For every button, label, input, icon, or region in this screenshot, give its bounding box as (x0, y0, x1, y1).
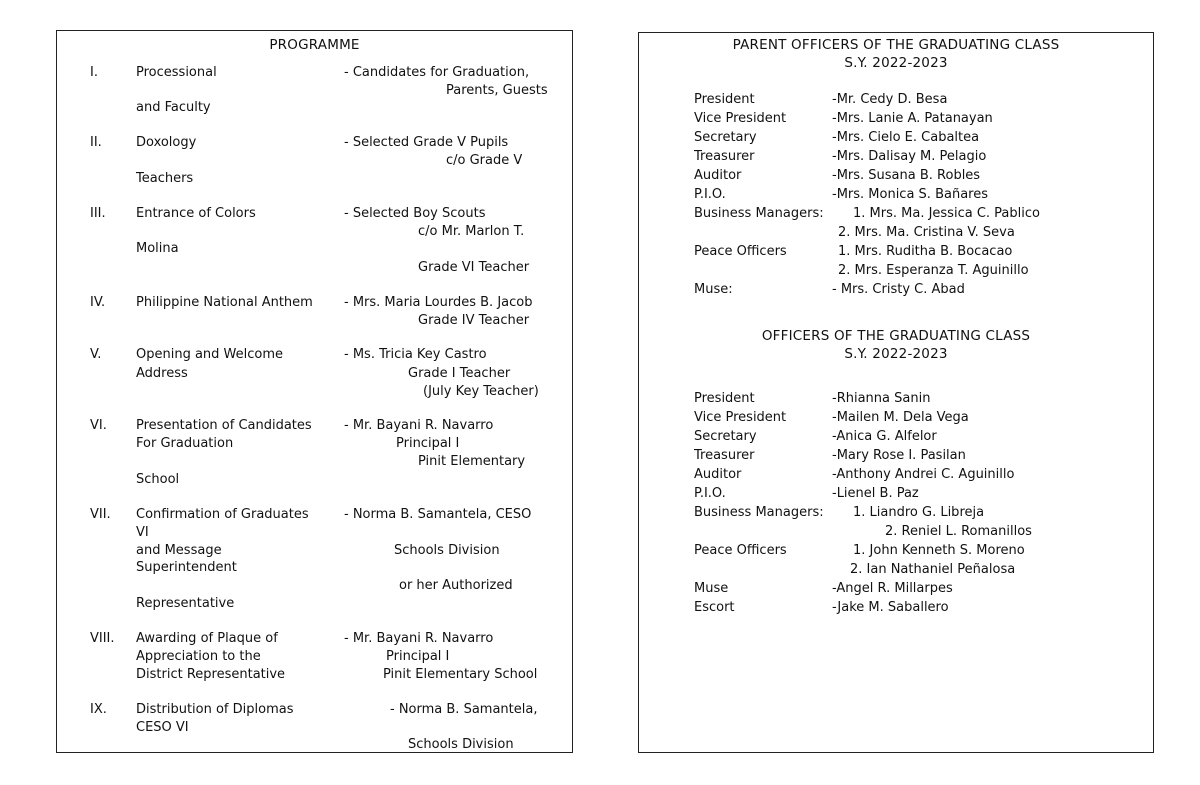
officer-name: 2. Reniel L. Romanillos (885, 524, 1032, 539)
officer-name: 1. Mrs. Ruditha B. Bocacao (838, 244, 1013, 259)
parent-officers-title: PARENT OFFICERS OF THE GRADUATING CLASS (732, 37, 1060, 53)
item-part: VI (136, 525, 149, 540)
officer-role: Treasurer (694, 448, 755, 463)
officer-name: 1. John Kenneth S. Moreno (853, 543, 1025, 558)
item-performer: Schools Division (408, 737, 514, 752)
item-part: Appreciation to the (136, 649, 261, 664)
item-performer: - Ms. Tricia Key Castro (344, 347, 487, 362)
officer-role: Secretary (694, 130, 757, 145)
parent-officers-year: S.Y. 2022-2023 (844, 55, 948, 71)
item-part: Awarding of Plaque of (136, 631, 278, 646)
item-number: V. (90, 347, 102, 362)
item-performer: Grade IV Teacher (418, 313, 530, 328)
officer-role: Business Managers: (694, 505, 824, 520)
officer-name: -Angel R. Millarpes (832, 581, 953, 596)
class-officers-title: OFFICERS OF THE GRADUATING CLASS (761, 328, 1031, 344)
item-part: Opening and Welcome (136, 347, 284, 362)
item-number: II. (90, 135, 102, 150)
item-number: VIII. (90, 631, 115, 646)
officer-role: Vice President (694, 410, 787, 425)
programme-page (56, 30, 573, 753)
item-part: District Representative (136, 667, 286, 682)
item-performer: - Norma B. Samantela, (390, 702, 538, 717)
officer-name: 1. Liandro G. Libreja (853, 505, 985, 520)
item-part: Teachers (136, 171, 194, 186)
item-part: Molina (136, 241, 179, 256)
item-performer: Principal I (396, 436, 460, 451)
officer-name: -Mrs. Dalisay M. Pelagio (832, 149, 987, 164)
item-performer: c/o Mr. Marlon T. (418, 224, 525, 239)
item-performer: (July Key Teacher) (423, 384, 539, 399)
item-performer: Grade I Teacher (408, 366, 511, 381)
item-number: I. (90, 65, 98, 80)
item-part: Confirmation of Graduates (136, 507, 309, 522)
item-performer: - Candidates for Graduation, (344, 65, 530, 80)
class-officers-year: S.Y. 2022-2023 (844, 346, 948, 362)
item-number: IV. (90, 295, 106, 310)
officer-name: 1. Mrs. Ma. Jessica C. Pablico (853, 206, 1040, 221)
officer-name: -Anthony Andrei C. Aguinillo (832, 467, 1015, 482)
item-performer: Schools Division (394, 543, 500, 558)
officer-role: Secretary (694, 429, 757, 444)
officer-role: Business Managers: (694, 206, 824, 221)
item-performer: or her Authorized (399, 578, 513, 593)
officers-page (638, 32, 1154, 753)
item-performer: - Selected Grade V Pupils (344, 135, 509, 150)
item-part: and Message (136, 543, 222, 558)
item-part: School (136, 472, 180, 487)
item-part: Processional (136, 65, 217, 80)
officer-name: - Mrs. Cristy C. Abad (832, 282, 965, 297)
officer-name: -Jake M. Saballero (832, 600, 949, 615)
item-performer: Grade VI Teacher (418, 260, 530, 275)
item-performer: Principal I (386, 649, 450, 664)
officer-role: Auditor (694, 168, 742, 183)
officer-name: -Mrs. Lanie A. Patanayan (832, 111, 993, 126)
item-performer: - Selected Boy Scouts (344, 206, 486, 221)
item-part: CESO VI (136, 720, 189, 735)
item-number: IX. (90, 702, 107, 717)
item-part: Philippine National Anthem (136, 295, 313, 310)
item-part: Superintendent (136, 560, 237, 575)
officer-name: 2. Ian Nathaniel Peñalosa (850, 562, 1016, 577)
item-part: Address (136, 366, 188, 381)
officer-role: Auditor (694, 467, 742, 482)
officer-role: Peace Officers (694, 543, 787, 558)
officer-name: -Mrs. Monica S. Bañares (832, 187, 988, 202)
item-part: Presentation of Candidates (136, 418, 312, 433)
officer-role: Muse: (694, 282, 733, 297)
item-performer: - Mrs. Maria Lourdes B. Jacob (344, 295, 533, 310)
officer-name: -Mrs. Susana B. Robles (832, 168, 981, 183)
officer-name: -Lienel B. Paz (832, 486, 919, 501)
item-part: Representative (136, 596, 235, 611)
item-performer: Pinit Elementary School (383, 667, 538, 682)
officer-role: P.I.O. (694, 486, 726, 501)
officer-name: 2. Mrs. Ma. Cristina V. Seva (838, 225, 1015, 240)
officer-name: -Mr. Cedy D. Besa (832, 92, 948, 107)
officer-role: Vice President (694, 111, 787, 126)
item-part: For Graduation (136, 436, 234, 451)
item-part: Distribution of Diplomas (136, 702, 294, 717)
officer-name: -Mrs. Cielo E. Cabaltea (832, 130, 980, 145)
programme-title: PROGRAMME (269, 37, 360, 53)
officer-role: Peace Officers (694, 244, 787, 259)
item-performer: Pinit Elementary (418, 454, 526, 469)
item-part: Doxology (136, 135, 197, 150)
officer-name: 2. Mrs. Esperanza T. Aguinillo (838, 263, 1029, 278)
item-part: and Faculty (136, 100, 211, 115)
officer-role: President (694, 391, 755, 406)
officer-name: -Mary Rose I. Pasilan (832, 448, 966, 463)
officer-name: -Rhianna Sanin (832, 391, 931, 406)
item-number: VII. (90, 507, 111, 522)
item-number: III. (90, 206, 106, 221)
item-performer: - Mr. Bayani R. Navarro (344, 631, 494, 646)
item-performer: - Norma B. Samantela, CESO (344, 507, 532, 522)
item-performer: Parents, Guests (446, 83, 548, 98)
item-number: VI. (90, 418, 107, 433)
officer-role: P.I.O. (694, 187, 726, 202)
officer-name: -Anica G. Alfelor (832, 429, 937, 444)
item-performer: - Mr. Bayani R. Navarro (344, 418, 494, 433)
item-part: Entrance of Colors (136, 206, 256, 221)
officer-name: -Mailen M. Dela Vega (832, 410, 969, 425)
officer-role: Muse (694, 581, 729, 596)
item-performer: c/o Grade V (446, 153, 523, 168)
officer-role: Treasurer (694, 149, 755, 164)
officer-role: Escort (694, 600, 735, 615)
officer-role: President (694, 92, 755, 107)
